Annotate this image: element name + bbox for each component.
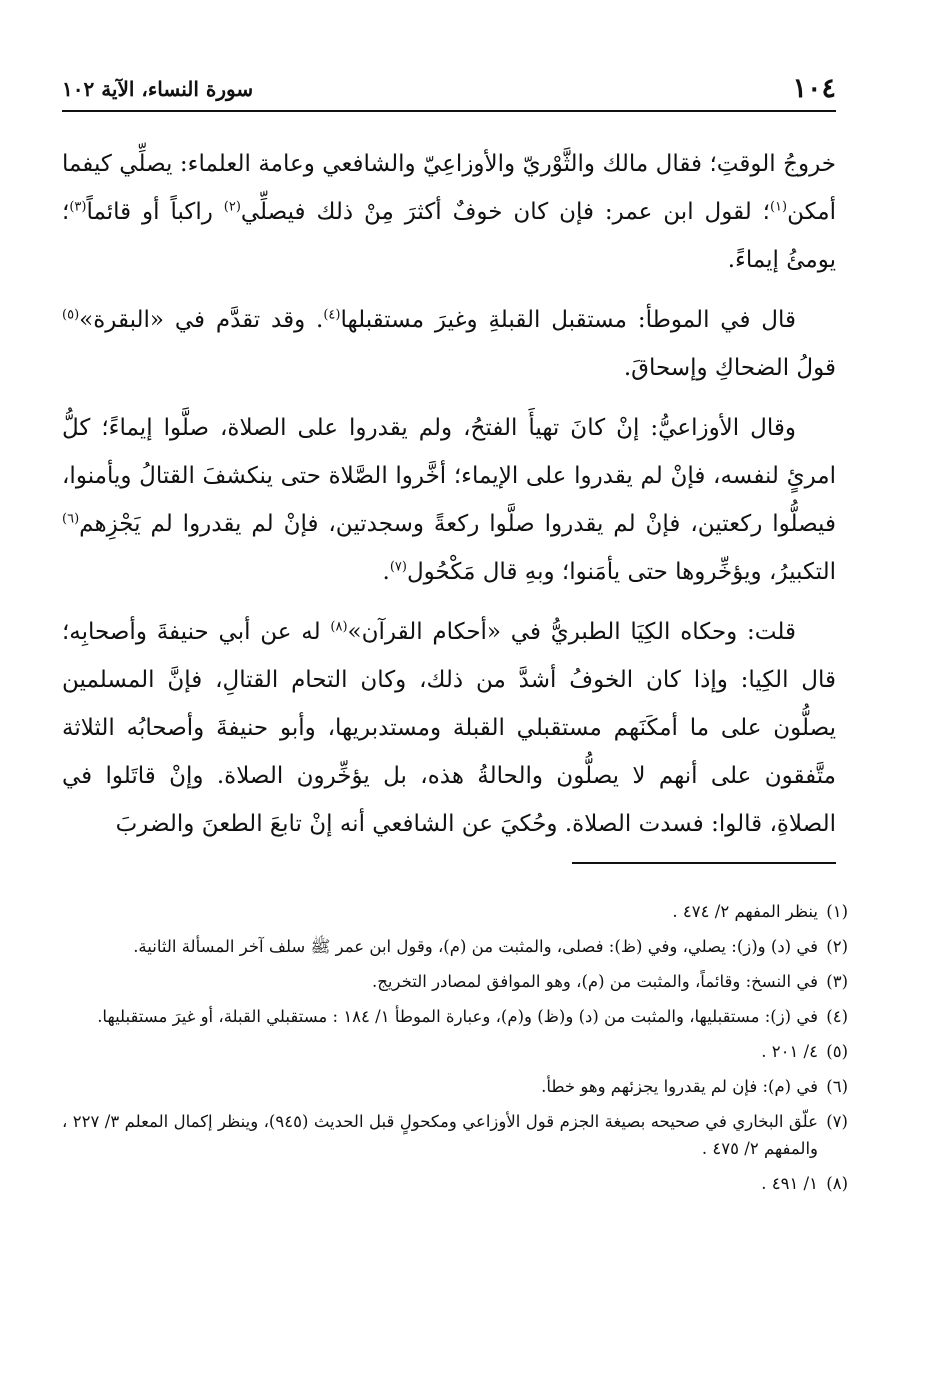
footnote-6 — [62, 1073, 848, 1100]
page-header — [62, 72, 836, 106]
footnote-ref-5: (٥) — [62, 307, 80, 323]
footnote-7 — [62, 1108, 848, 1162]
footnote-text: ينظر المفهم ٢/ ٤٧٤ . — [672, 902, 818, 921]
footnote-label: (١) — [826, 902, 848, 921]
footnote-text: ٤/ ٢٠١ . — [761, 1042, 818, 1061]
text-segment: ؛ لقول ابن عمر: فإن كان خوفٌ أكثرَ مِنْ ذلك فيصلِّي — [240, 199, 770, 225]
text-segment: قلت: وحكاه الكِيَا الطبريُّ في «أحكام القرآن» — [347, 619, 797, 645]
paragraph-1 — [62, 140, 836, 284]
footnote-text: ١/ ٤٩١ . — [761, 1174, 818, 1193]
footnote-text: في النسخ: وقائماً، والمثبت من (م)، وهو الموافق لمصادر التخريج. — [372, 972, 818, 991]
paragraph-4 — [62, 608, 836, 848]
footnote-label: (٦) — [826, 1077, 848, 1096]
text-segment: . — [382, 559, 390, 585]
text-segment: . وقد تقدَّم في «البقرة» — [79, 307, 324, 333]
page-number: ١٠٤ — [792, 73, 836, 104]
text-segment: ؛ يومئُ إيماءً. — [62, 199, 836, 273]
footnote-label: (٢) — [826, 937, 848, 956]
footnote-ref-2: (٢) — [223, 199, 241, 215]
footnote-ref-3: (٣) — [69, 199, 87, 215]
footnote-8 — [62, 1170, 848, 1197]
text-segment: قال في الموطأ: مستقبل القبلةِ وغيرَ مستقبلها — [340, 307, 796, 333]
footnote-label: (٥) — [826, 1042, 848, 1061]
text-segment: التكبيرُ، ويؤخِّروها حتى يأمَنوا؛ وبهِ قال مَكْحُول — [406, 559, 836, 585]
footnotes — [62, 898, 848, 1205]
text-segment: خروجُ الوقتِ؛ فقال مالك والثَّوْريّ والأوزاعِيّ والشافعي وعامة العلماء: يصلِّي كيفما أمكن — [62, 151, 836, 225]
text-segment: وقال الأوزاعيُّ: إنْ كانَ تهيأَ الفتحُ، ولم يقدروا على الصلاة، صلَّوا إيماءً؛ كلُّ امرئٍ لنفسه، فإنْ لم يقدروا على الإيماء؛ أخَّروا الصَّلاة حتى ينكشفَ القتالُ ويأمنوا، فيصلُّوا ركعتين، فإنْ لم يقدروا صلَّوا ركعةً وسجدتين، فإنْ لم يقدروا لم يَجْزِهم — [62, 415, 836, 537]
running-title: سورة النساء، الآية ١٠٢ — [62, 77, 254, 101]
footnote-2 — [62, 933, 848, 960]
footnote-label: (٨) — [826, 1174, 848, 1193]
footnote-text: علّق البخاري في صحيحه بصيغة الجزم قول الأوزاعي ومكحولٍ قبل الحديث (٩٤٥)، وينظر إكمال المعلم ٣/ ٢٢٧ ، والمفهم ٢/ ٤٧٥ . — [62, 1112, 818, 1158]
footnote-label: (٧) — [826, 1112, 848, 1131]
paragraph-2 — [62, 296, 836, 392]
footnote-ref-8: (٨) — [330, 619, 348, 635]
footnote-separator — [572, 862, 836, 864]
footnote-1 — [62, 898, 848, 925]
main-text — [62, 140, 836, 860]
footnote-ref-7: (٧) — [389, 559, 407, 575]
footnote-text: في (د) و(ز): يصلي، وفي (ظ): فصلى، والمثبت من (م)، وقول ابن عمر ﷺ سلف آخر المسألة الثانية. — [133, 937, 818, 956]
footnote-ref-4: (٤) — [323, 307, 341, 323]
header-rule — [62, 110, 836, 112]
footnote-4 — [62, 1003, 848, 1030]
footnote-5 — [62, 1038, 848, 1065]
footnote-text: في (ز): مستقبليها، والمثبت من (د) و(ظ) و(م)، وعبارة الموطأ ١/ ١٨٤ : مستقبلي القبلة، أو غيرَ مستقبليها. — [97, 1007, 818, 1026]
text-segment: له عن أبي حنيفةَ وأصحابِه؛ قال الكِيا: وإذا كان الخوفُ أشدَّ من ذلك، وكان التحام القتالِ، فإنَّ المسلمين يصلُّون على ما أمكَنَهم مستقبلي القبلة ومستدبريها، وأبو حنيفةَ وأصحابُه الثلاثة متَّفقون على أنهم لا يصلُّون والحالةُ هذه، بل يؤخِّرون الصلاة. وإنْ قاتَلوا في الصلاةِ، قالوا: فسدت الصلاة. وحُكيَ عن الشافعي أنه إنْ تابعَ الطعنَ والضربَ — [62, 619, 836, 837]
paragraph-3 — [62, 404, 836, 596]
footnote-ref-6: (٦) — [62, 511, 80, 527]
footnote-text: في (م): فإن لم يقدروا يجزئهم وهو خطأ. — [541, 1077, 818, 1096]
footnote-label: (٣) — [826, 972, 848, 991]
footnote-ref-1: (١) — [769, 199, 788, 215]
footnote-label: (٤) — [826, 1007, 848, 1026]
text-segment: قولُ الضحاكِ وإسحاقَ. — [623, 355, 836, 381]
text-segment: راكباً أو قائماً — [86, 199, 224, 225]
footnote-3 — [62, 968, 848, 995]
